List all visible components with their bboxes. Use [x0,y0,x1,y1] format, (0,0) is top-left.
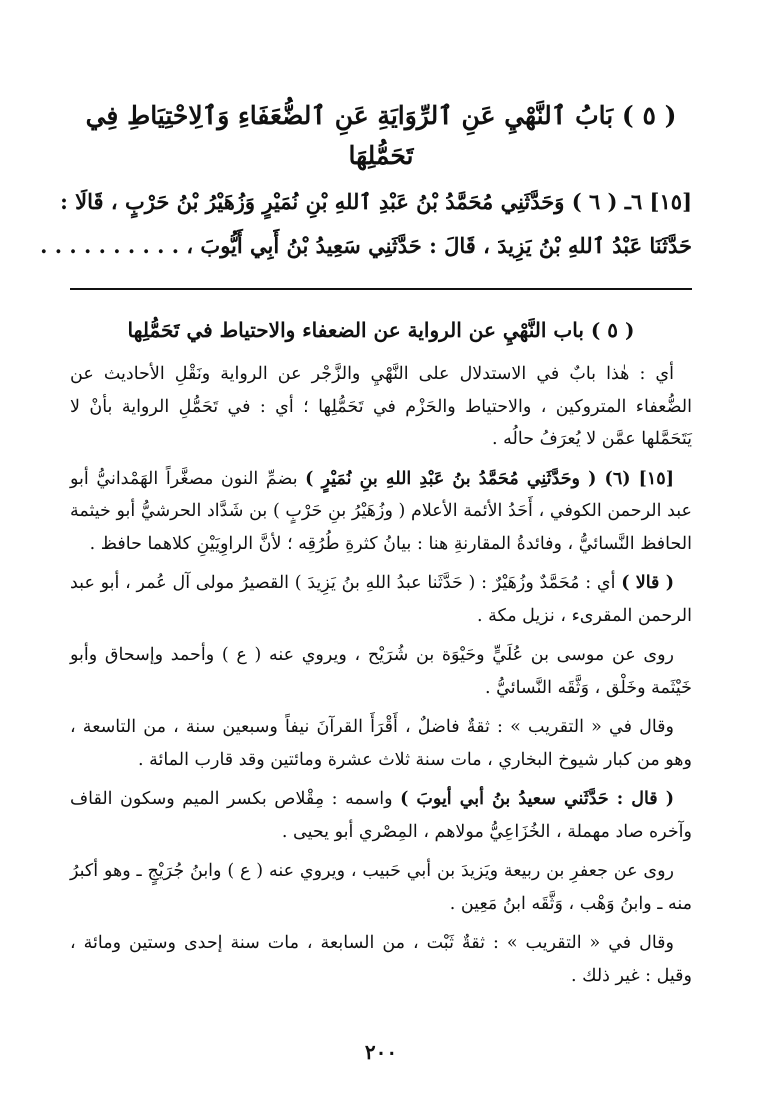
commentary-paragraph-7: روى عن جعفرِ بن ربيعة ويَزيدَ بن أبي حَبيب ، ويروي عنه ( ع ) وابنُ جُرَيْجٍ ـ وهو أكبرُ منه ـ وابنُ وَهْب ، وَثَّقَه ابنُ مَعِين . [70,861,692,914]
commentary-text: واسمه : مِقْلاص بكسر الميم وسكون القاف وآخره صاد مهملة ، الخُزَاعِيُّ مولاهم ، المِصْري أبو يحيى . [70,789,692,842]
matn-hadith-line-2: حَدَّثَنَا عَبْدُ ٱللهِ بْنُ يَزِيدَ ، قَالَ : حَدَّثَنِي سَعِيدُ بْنُ أَبِي أَيُّوبَ ، . . . . . . . . . . [40,233,692,258]
commentary-paragraph-6 [70,783,692,848]
commentary-paragraph-4: روى عن موسى بن عُلَيٍّ وحَيْوَة بن شُرَيْح ، ويروي عنه ( ع ) وأحمد وإسحاق وأبو خَيْثَمة وخَلْق ، وَثَّقَه النَّسائيُّ . [70,645,692,698]
hadith-quote: [١٥] (٦) ( وحَدَّثَنِي مُحَمَّدُ بنُ عَبْدِ اللهِ بنِ نُمَيْرٍ ) [305,468,674,489]
commentary-paragraph-5: وقال في « التقريب » : ثقةٌ فاضلٌ ، أَقْرَأَ القرآنَ نيفاً وسبعين سنة ، من التاسعة ، وهو من كبار شيوخ البخاري ، مات سنة ثلاث عشرة ومائتين وقد قارب المائة . [70,717,692,770]
commentary-text: أي : مُحَمَّدٌ وزُهَيْرٌ : ( حَدَّثَنا عبدُ اللهِ بنُ يَزِيدَ ) القصيرُ مولى آل عُمر ، أبو عبد الرحمن المقرىء ، نزيل مكة . [70,573,692,626]
page-number: ٢٠٠ [364,1040,398,1064]
hadith-quote: ( قالا ) [621,573,674,593]
commentary-paragraph-2 [70,463,692,561]
hadith-quote: ( قال : حَدَّثَني سعيدُ بنُ أبي أيوبَ ) [400,789,674,809]
sharh-chapter-title: ( ٥ ) باب النَّهْيِ عن الرواية عن الضعفاء والاحتياط في تَحَمُّلِها [127,318,635,342]
commentary-paragraph-1: أي : هٰذا بابٌ في الاستدلال على النَّهْيِ والزَّجْر عن الرواية ونَقْلِ الأحاديث عن الضُّعفاء المتروكين ، والاحتياط والحَزْم في تَحَمُّلِها ؛ أي : في تَحَمُّلِ الرواية بأنْ لا يَتَحَمَّلها عمَّن لا يُعرَفُ حالُه . [70,364,692,449]
matn-hadith-line-1: [١٥] ٦ـ ( ٦ ) وَحَدَّثَنِي مُحَمَّدُ بْنُ عَبْدِ ٱللهِ بْنِ نُمَيْرٍ وَزُهَيْرُ بْنُ حَرْبٍ ، قَالَا : [60,189,692,214]
commentary-paragraph-3 [70,567,692,632]
section-divider [70,288,692,290]
commentary-paragraph-8: وقال في « التقريب » : ثقةٌ ثَبْت ، من السابعة ، مات سنة إحدى وستين ومائة ، وقيل : غير ذلك . [70,933,692,986]
commentary-text: بضمِّ النون مصغَّراً الهَمْدانيُّ أبو عبد الرحمن الكوفي ، أَحَدُ الأئمة الأعلام ( وزُهَيْرُ بنِ حَرْبٍ ) بن شَدَّاد الحرشيُّ أبو خيثمة الحافظ النَّسائيُّ ، وفائدةُ المقارنةِ هنا : بيانُ كثرةِ طُرُقِه ؛ لأنَّ الراوِيَيْنِ كلاهما حافظ . [70,468,692,554]
matn-chapter-title: ( ٥ ) بَابُ ٱلنَّهْيِ عَنِ ٱلرِّوَايَةِ عَنِ ٱلضُّعَفَاءِ وَٱلِاحْتِيَاطِ فِي تَحَمُّلِهَا [85,101,677,170]
